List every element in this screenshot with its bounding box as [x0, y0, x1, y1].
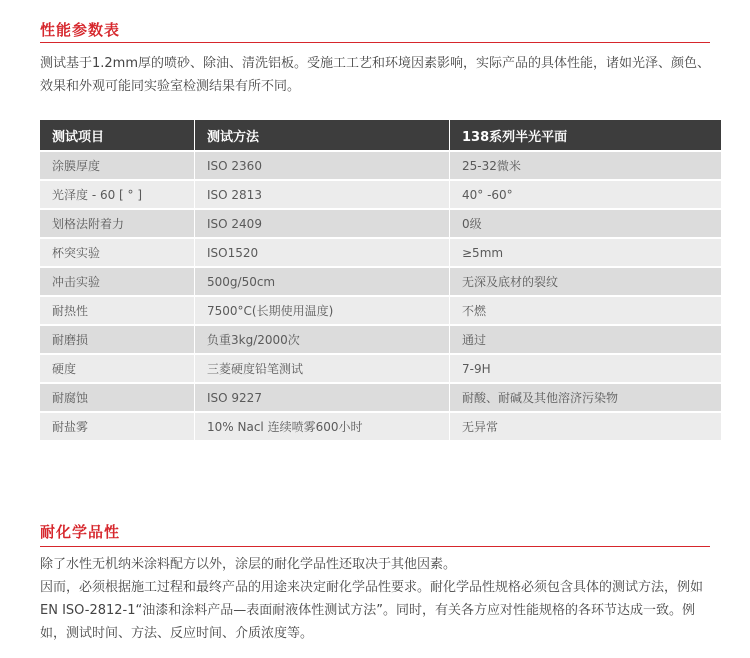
row-method: 10% Nacl 连续喷雾600小时: [194, 413, 449, 442]
performance-title-divider: [40, 42, 710, 43]
row-value: 7-9H: [449, 355, 721, 384]
table-row: [40, 181, 721, 210]
row-method: ISO 9227: [194, 384, 449, 413]
header-138-series: 138系列半光平面: [449, 120, 721, 152]
table-row: [40, 152, 721, 181]
row-item: 耐热性: [40, 297, 194, 326]
row-value: ≥5mm: [449, 239, 721, 268]
row-method: 三菱硬度铅笔测试: [194, 355, 449, 384]
chemical-paragraph: 因而，必须根据施工过程和最终产品的用途来决定耐化学品性要求。耐化学品性规格必须包含具体的测试方法，例如EN ISO-2812-1“油漆和涂料产品—表面耐液体性测试方法”。同时，有关各方应对性能规格的各环节达成一致。例如，测试时间、方法、反应时间、介质浓度等。: [40, 580, 704, 641]
performance-intro-text: 测试基于1.2mm厚的喷砂、除油、清洗铝板。受施工工艺和环境因素影响，实际产品的具体性能，诸如光泽、颜色、效果和外观可能同实验室检测结果有所不同。: [40, 56, 711, 94]
table-row: [40, 384, 721, 413]
table-row: [40, 297, 721, 326]
performance-section-title: 性能参数表: [40, 21, 121, 39]
table-row: [40, 355, 721, 384]
performance-intro: [40, 52, 715, 98]
row-item: 硬度: [40, 355, 194, 384]
row-method: 7500°C(长期使用温度): [194, 297, 449, 326]
chemical-section-title: 耐化学品性: [40, 523, 121, 541]
row-method: ISO 2360: [194, 152, 449, 181]
row-method: 负重3kg/2000次: [194, 326, 449, 355]
row-value: 不燃: [449, 297, 721, 326]
performance-table: [40, 120, 721, 442]
row-value: 耐酸、耐碱及其他溶济污染物: [449, 384, 721, 413]
table-row: [40, 268, 721, 297]
row-item: 杯突实验: [40, 239, 194, 268]
row-method: 500g/50cm: [194, 268, 449, 297]
chemical-paragraph: 除了水性无机纳米涂料配方以外，涂层的耐化学品性还取决于其他因素。: [40, 557, 457, 572]
row-item: 光泽度 - 60 [ ° ]: [40, 181, 194, 210]
table-header-row: [40, 120, 721, 152]
row-item: 耐盐雾: [40, 413, 194, 442]
row-value: 40° -60°: [449, 181, 721, 210]
row-item: 冲击实验: [40, 268, 194, 297]
row-value: 无深及底材的裂纹: [449, 268, 721, 297]
header-test-item: 测试项目: [40, 120, 194, 152]
row-value: 无异常: [449, 413, 721, 442]
row-item: 耐磨损: [40, 326, 194, 355]
table-row: [40, 239, 721, 268]
row-method: ISO 2813: [194, 181, 449, 210]
table-row: [40, 210, 721, 239]
row-value: 通过: [449, 326, 721, 355]
row-value: 0级: [449, 210, 721, 239]
row-method: ISO1520: [194, 239, 449, 268]
row-method: ISO 2409: [194, 210, 449, 239]
header-test-method: 测试方法: [194, 120, 449, 152]
table-row: [40, 326, 721, 355]
chemical-body: [40, 553, 715, 645]
row-value: 25-32微米: [449, 152, 721, 181]
chemical-title-divider: [40, 546, 710, 547]
row-item: 涂膜厚度: [40, 152, 194, 181]
row-item: 耐腐蚀: [40, 384, 194, 413]
table-row: [40, 413, 721, 442]
row-item: 划格法附着力: [40, 210, 194, 239]
